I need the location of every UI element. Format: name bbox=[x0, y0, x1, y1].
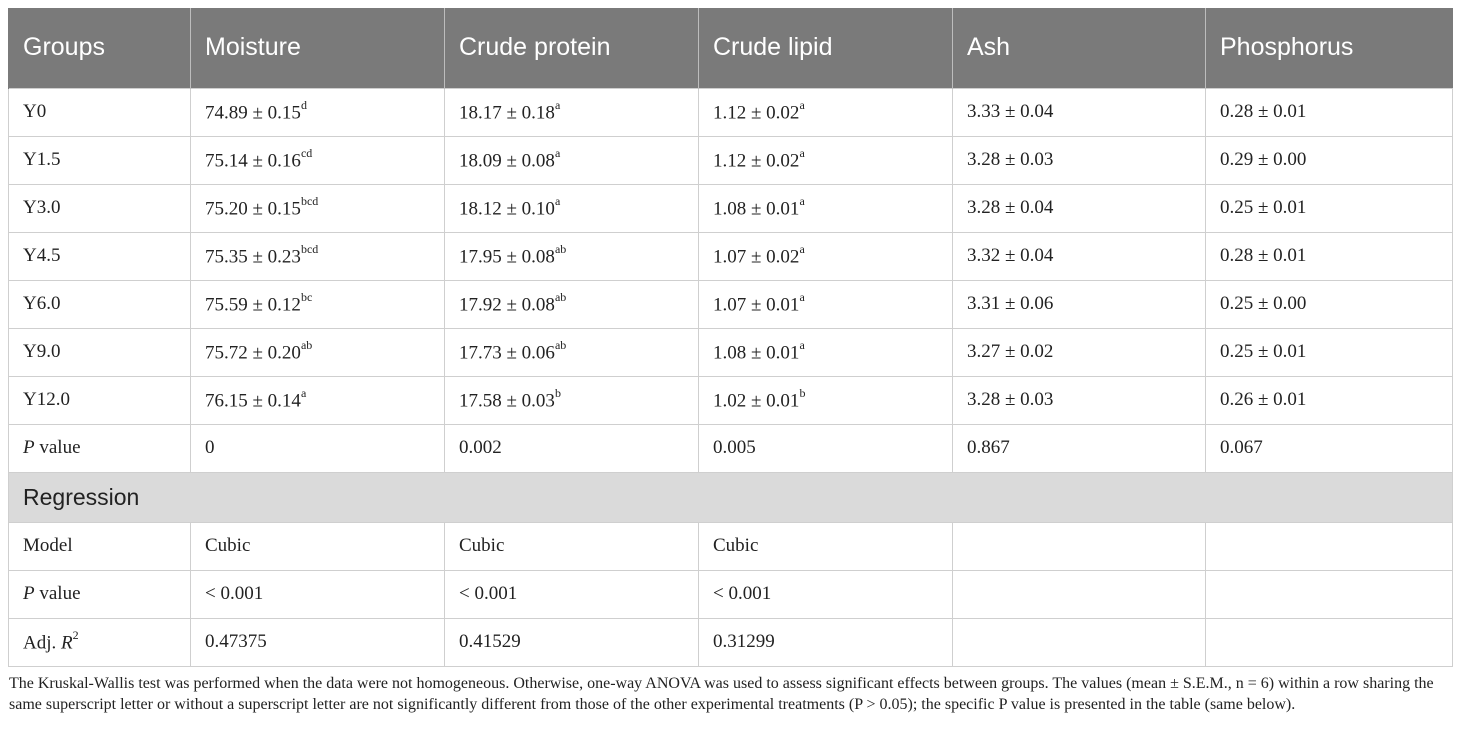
value-cell bbox=[445, 184, 699, 232]
significance-letter: a bbox=[799, 241, 805, 256]
p-value-cell: 0.067 bbox=[1206, 424, 1453, 472]
adj-r2-cell bbox=[953, 618, 1206, 666]
significance-letter: bc bbox=[300, 289, 313, 304]
significance-letter: cd bbox=[300, 145, 313, 160]
model-cell bbox=[953, 522, 1206, 570]
adj-r2-row bbox=[9, 618, 1453, 666]
cell-value: 18.12 ± 0.10 bbox=[459, 198, 555, 220]
p-label-rest: value bbox=[34, 437, 81, 458]
value-cell bbox=[191, 328, 445, 376]
p-italic: P bbox=[23, 437, 35, 458]
value-cell bbox=[1206, 328, 1453, 376]
regression-p-cell: < 0.001 bbox=[445, 570, 699, 618]
value-cell bbox=[445, 280, 699, 328]
value-cell bbox=[445, 328, 699, 376]
value-cell bbox=[699, 232, 953, 280]
value-cell bbox=[1206, 232, 1453, 280]
significance-letter: bcd bbox=[300, 193, 319, 208]
cell-value: 0.29 ± 0.00 bbox=[1220, 149, 1307, 170]
composition-table bbox=[8, 8, 1453, 667]
regression-p-cell: < 0.001 bbox=[191, 570, 445, 618]
significance-letter: ab bbox=[554, 337, 567, 352]
significance-letter: b bbox=[799, 385, 806, 400]
value-cell bbox=[445, 88, 699, 136]
cell-value: 3.27 ± 0.02 bbox=[967, 341, 1054, 362]
cell-value: 1.02 ± 0.01 bbox=[713, 390, 800, 412]
value-cell bbox=[699, 328, 953, 376]
regression-p-row bbox=[9, 570, 1453, 618]
cell-value: 1.07 ± 0.01 bbox=[713, 294, 800, 316]
cell-value: 74.89 ± 0.15 bbox=[205, 102, 301, 124]
value-cell bbox=[191, 232, 445, 280]
table-row bbox=[9, 232, 1453, 280]
cell-value: 18.09 ± 0.08 bbox=[459, 150, 555, 172]
significance-letter: a bbox=[799, 97, 805, 112]
header-moisture: Moisture bbox=[191, 8, 445, 88]
adj-r2-cell bbox=[1206, 618, 1453, 666]
cell-value: 1.12 ± 0.02 bbox=[713, 102, 800, 124]
cell-value: 3.28 ± 0.04 bbox=[967, 197, 1054, 218]
header-groups: Groups bbox=[9, 8, 191, 88]
p-value-cell: 0.002 bbox=[445, 424, 699, 472]
significance-letter: ab bbox=[300, 337, 313, 352]
adj-r2-cell: 0.31299 bbox=[699, 618, 953, 666]
model-cell: Cubic bbox=[445, 522, 699, 570]
header-ash: Ash bbox=[953, 8, 1206, 88]
value-cell bbox=[699, 376, 953, 424]
regression-p-cell bbox=[1206, 570, 1453, 618]
value-cell bbox=[953, 184, 1206, 232]
significance-letter: a bbox=[799, 289, 805, 304]
cell-value: 3.33 ± 0.04 bbox=[967, 101, 1054, 122]
cell-value: 3.31 ± 0.06 bbox=[967, 293, 1054, 314]
r-italic: R bbox=[61, 632, 73, 654]
value-cell bbox=[191, 136, 445, 184]
cell-value: 1.08 ± 0.01 bbox=[713, 198, 800, 220]
significance-letter: a bbox=[799, 145, 805, 160]
r-superscript: 2 bbox=[72, 627, 79, 642]
cell-value: 0.25 ± 0.01 bbox=[1220, 341, 1307, 362]
cell-value: 0.25 ± 0.01 bbox=[1220, 197, 1307, 218]
cell-value: 1.12 ± 0.02 bbox=[713, 150, 800, 172]
adj-r2-cell: 0.41529 bbox=[445, 618, 699, 666]
value-cell bbox=[699, 88, 953, 136]
regression-p-cell bbox=[953, 570, 1206, 618]
p-value-cell: 0.005 bbox=[699, 424, 953, 472]
significance-letter: a bbox=[554, 193, 561, 208]
value-cell bbox=[1206, 88, 1453, 136]
cell-value: 0.25 ± 0.00 bbox=[1220, 293, 1307, 314]
p-label-rest: value bbox=[34, 583, 81, 604]
header-row bbox=[9, 8, 1453, 88]
value-cell bbox=[953, 232, 1206, 280]
p-value-cell: 0.867 bbox=[953, 424, 1206, 472]
table-row bbox=[9, 136, 1453, 184]
table-row bbox=[9, 376, 1453, 424]
value-cell bbox=[445, 376, 699, 424]
cell-value: 3.28 ± 0.03 bbox=[967, 149, 1054, 170]
model-cell: Cubic bbox=[191, 522, 445, 570]
cell-value: 1.07 ± 0.02 bbox=[713, 246, 800, 268]
cell-value: 3.32 ± 0.04 bbox=[967, 245, 1054, 266]
group-label: Y12.0 bbox=[9, 376, 191, 424]
significance-letter: a bbox=[799, 193, 805, 208]
table-row bbox=[9, 328, 1453, 376]
p-value-cell: 0 bbox=[191, 424, 445, 472]
table-row bbox=[9, 280, 1453, 328]
model-label: Model bbox=[9, 522, 191, 570]
cell-value: 0.28 ± 0.01 bbox=[1220, 245, 1307, 266]
table-row bbox=[9, 184, 1453, 232]
p-italic: P bbox=[23, 583, 35, 604]
significance-letter: d bbox=[300, 97, 307, 112]
cell-value: 17.58 ± 0.03 bbox=[459, 390, 555, 412]
regression-p-cell: < 0.001 bbox=[699, 570, 953, 618]
cell-value: 75.35 ± 0.23 bbox=[205, 246, 301, 268]
value-cell bbox=[953, 328, 1206, 376]
table-header bbox=[9, 8, 1453, 88]
regression-p-label bbox=[9, 570, 191, 618]
model-cell: Cubic bbox=[699, 522, 953, 570]
value-cell bbox=[699, 136, 953, 184]
table-footnote: The Kruskal-Wallis test was performed when the data were not homogeneous. Otherwise, one-way ANOVA was used to assess significant effects between groups. The values (mean ± S.E.M., n = 6) within a row sharing the same superscript letter or without a superscript letter are not significantly different from those of the other experimental treatments (P > 0.05); the specific P value is presented in the table (same below). bbox=[9, 674, 1434, 713]
group-label: Y1.5 bbox=[9, 136, 191, 184]
cell-value: 17.73 ± 0.06 bbox=[459, 342, 555, 364]
value-cell bbox=[191, 88, 445, 136]
significance-letter: b bbox=[554, 385, 561, 400]
value-cell bbox=[953, 376, 1206, 424]
cell-value: 75.59 ± 0.12 bbox=[205, 294, 301, 316]
adj-r2-cell: 0.47375 bbox=[191, 618, 445, 666]
significance-letter: a bbox=[554, 145, 561, 160]
group-label: Y9.0 bbox=[9, 328, 191, 376]
significance-letter: a bbox=[554, 97, 561, 112]
p-value-label bbox=[9, 424, 191, 472]
cell-value: 75.72 ± 0.20 bbox=[205, 342, 301, 364]
value-cell bbox=[1206, 280, 1453, 328]
cell-value: 17.95 ± 0.08 bbox=[459, 246, 555, 268]
value-cell bbox=[191, 376, 445, 424]
cell-value: 0.26 ± 0.01 bbox=[1220, 389, 1307, 410]
regression-section-row bbox=[9, 472, 1453, 522]
cell-value: 76.15 ± 0.14 bbox=[205, 390, 301, 412]
significance-letter: a bbox=[300, 385, 307, 400]
header-crude-lipid: Crude lipid bbox=[699, 8, 953, 88]
value-cell bbox=[953, 280, 1206, 328]
regression-title: Regression bbox=[9, 472, 1453, 522]
value-cell bbox=[1206, 376, 1453, 424]
group-label: Y6.0 bbox=[9, 280, 191, 328]
value-cell bbox=[1206, 184, 1453, 232]
table-row bbox=[9, 88, 1453, 136]
group-label: Y0 bbox=[9, 88, 191, 136]
adj-r2-label bbox=[9, 618, 191, 666]
table-body bbox=[9, 88, 1453, 666]
adj-prefix: Adj. bbox=[23, 632, 61, 654]
value-cell bbox=[191, 184, 445, 232]
significance-letter: ab bbox=[554, 241, 567, 256]
significance-letter: ab bbox=[554, 289, 567, 304]
cell-value: 17.92 ± 0.08 bbox=[459, 294, 555, 316]
significance-letter: bcd bbox=[300, 241, 319, 256]
value-cell bbox=[699, 280, 953, 328]
value-cell bbox=[953, 88, 1206, 136]
group-label: Y3.0 bbox=[9, 184, 191, 232]
cell-value: 75.20 ± 0.15 bbox=[205, 198, 301, 220]
value-cell bbox=[445, 232, 699, 280]
value-cell bbox=[445, 136, 699, 184]
p-value-row bbox=[9, 424, 1453, 472]
cell-value: 3.28 ± 0.03 bbox=[967, 389, 1054, 410]
cell-value: 0.28 ± 0.01 bbox=[1220, 101, 1307, 122]
cell-value: 75.14 ± 0.16 bbox=[205, 150, 301, 172]
cell-value: 1.08 ± 0.01 bbox=[713, 342, 800, 364]
header-crude-protein: Crude protein bbox=[445, 8, 699, 88]
cell-value: 18.17 ± 0.18 bbox=[459, 102, 555, 124]
table-container bbox=[8, 8, 1452, 715]
model-cell bbox=[1206, 522, 1453, 570]
value-cell bbox=[1206, 136, 1453, 184]
value-cell bbox=[699, 184, 953, 232]
significance-letter: a bbox=[799, 337, 805, 352]
group-label: Y4.5 bbox=[9, 232, 191, 280]
model-row bbox=[9, 522, 1453, 570]
value-cell bbox=[191, 280, 445, 328]
value-cell bbox=[953, 136, 1206, 184]
header-phosphorus: Phosphorus bbox=[1206, 8, 1453, 88]
